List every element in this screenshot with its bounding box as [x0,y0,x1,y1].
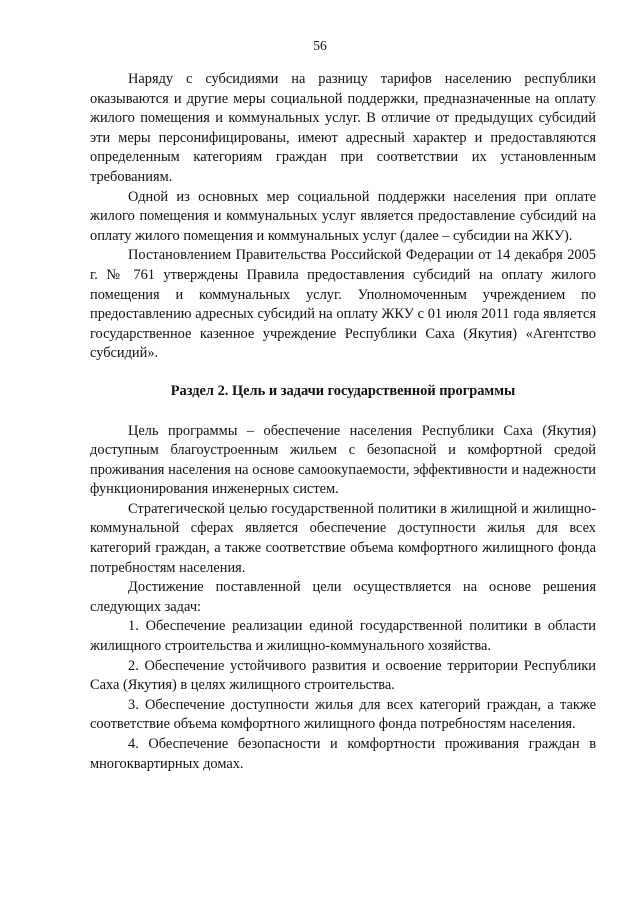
section-heading: Раздел 2. Цель и задачи государственной программы [170,382,516,399]
paragraph-strategic-goal: Стратегической целью государственной политики в жилищной и жилищно-коммунальной сферах является обеспечение доступности жилья для всех категорий граждан, а также соответствие объема комфортного жилищного фонда потребностям населения. [90,500,596,576]
page-number: 56 [313,38,327,53]
task-item-3: 3. Обеспечение доступности жилья для всех категорий граждан, а также соответствие объема комфортного жилищного фонда потребностям населения. [90,696,596,733]
paragraph-program-goal: Цель программы – обеспечение населения Республики Саха (Якутия) доступным благоустроенным жильем с безопасной и комфортной средой проживания населения на основе самоокупаемости, эффективности и надежности функционирования инженерных систем. [90,422,596,498]
task-item-4: 4. Обеспечение безопасности и комфортности проживания граждан в многоквартирных домах. [90,736,596,772]
task-item-1: 1. Обеспечение реализации единой государственной политики в области жилищного строительства и жилищно-коммунального хозяйства. [90,618,596,655]
paragraph-social-support: Одной из основных мер социальной поддержки населения при оплате жилого помещения и коммунальных услуг является предоставление субсидий на оплату жилого помещения и коммунальных услуг (далее – субсидии на ЖКУ). [90,188,596,244]
page-content [90,70,596,774]
paragraph-government-resolution: Постановлением Правительства Российской Федерации от 14 декабря 2005 г. № 761 утверждены Правила предоставления субсидий на оплату жилого помещения и коммунальных услуг. Уполномоченным учреждением по предоставлению адресных субсидий на оплату ЖКУ с 01 июля 2011 года является государственное казенное учреждение Республики Саха (Якутия) «Агентство субсидий». [90,247,596,362]
paragraph-tasks-intro: Достижение поставленной цели осуществляется на основе решения следующих задач: [90,579,596,615]
paragraph-subsidies-tariff: Наряду с субсидиями на разницу тарифов населению республики оказываются и другие меры социальной поддержки, предназначенные на оплату жилого помещения и коммунальных услуг. В отличие от предыдущих субсидий эти меры персонифицированы, имеют адресный характер и предоставляются определенным категориям граждан при соответствии их установленным требованиям. [90,71,596,185]
task-item-2: 2. Обеспечение устойчивого развития и освоение территории Республики Саха (Якутия) в целях жилищного строительства. [90,657,596,694]
